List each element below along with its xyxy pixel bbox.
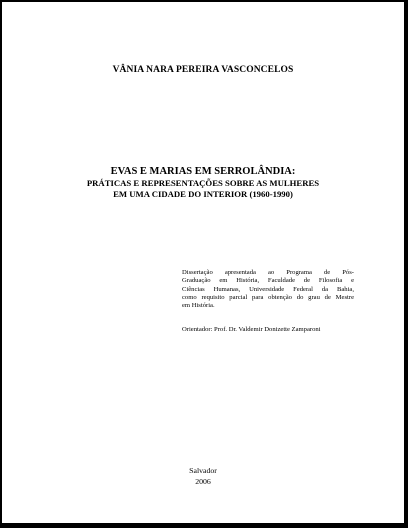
dissertation-note	[182, 269, 354, 310]
year: 2006	[195, 477, 211, 486]
dissertation-note-line: Dissertação apresentada ao Programa de Pós-	[182, 269, 354, 276]
document-subtitle-line-1: PRÁTICAS E REPRESENTAÇÕES SOBRE AS MULHERES	[86, 178, 320, 188]
author-name: VÂNIA NARA PEREIRA VASCONCELOS	[112, 65, 294, 75]
place-and-date	[2, 465, 404, 487]
dissertation-note-line: Ciências Humanas, Universidade Federal da Bahia,	[182, 285, 354, 293]
advisor-line: Orientador: Prof. Dr. Valdemir Donizette Zamparoni	[182, 326, 321, 333]
dissertation-note-line: Graduação em História, Faculdade de Filosofia e	[182, 277, 354, 285]
document-subtitle-line-2: EM UMA CIDADE DO INTERIOR (1960-1990)	[113, 189, 293, 199]
document-title: EVAS E MARIAS EM SERROLÂNDIA:	[110, 166, 296, 177]
dissertation-note-line: em História.	[182, 302, 215, 310]
dissertation-note-line: como requisito parcial para obtenção do grau de Mestre	[182, 293, 354, 301]
city: Salvador	[189, 466, 217, 475]
title-block	[2, 166, 404, 200]
